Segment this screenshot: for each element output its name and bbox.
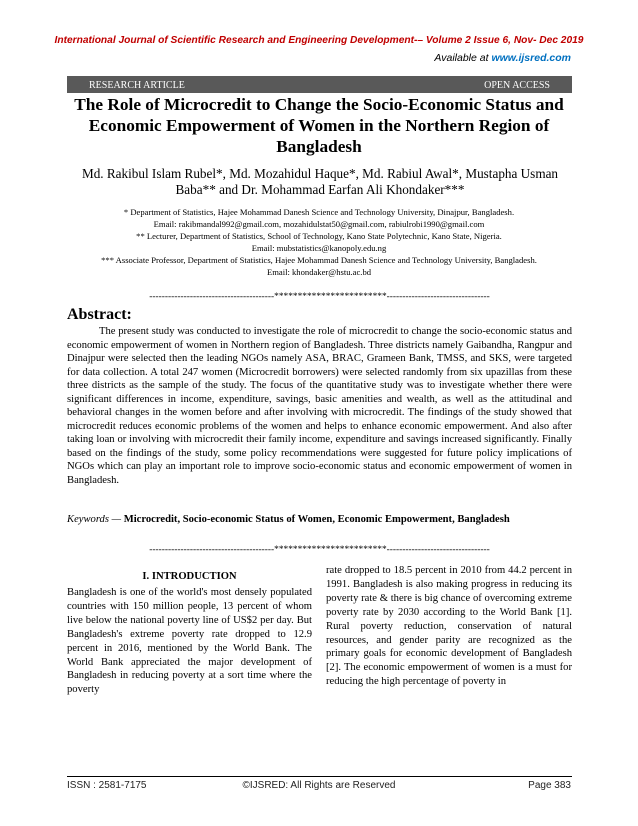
- footer-copyright: ©IJSRED: All Rights are Reserved: [242, 780, 396, 791]
- affiliation-line: *** Associate Professor, Department of Statistics, Hajee Mohammad Danesh Science and Technology University, Bangladesh.: [101, 255, 537, 265]
- affiliation-email: Email: khondaker@hstu.ac.bd: [266, 267, 372, 277]
- affiliation-line: * Department of Statistics, Hajee Mohammad Danesh Science and Technology University, Dinajpur, Bangladesh.: [123, 207, 515, 217]
- abstract-body: The present study was conducted to investigate the role of microcredit to change the socio-economic status and economic empowerment of women in Northern region of Bangladesh. Three districts namely Gaibandha, Rangpur and Dinajpur were selected then the leading NGOs namely ASA, BRAC, Grameen Bank, TMSS, and SKS, were targeted for data collection. A total 247 women (Microcredit borrowers) were selected randomly from six upazillas from these three districts as the sample of the study. The focus of the quantitative study was to investigate whether there were significant differences in income, expenditure, savings, basic amenities and wealth, as well as the attitudinal and behavioral changes in the women before and after involving with microcredit. The findings of the study showed that microcredit reduces economic problems of the women and helps to enhance economic empowerment. And also after taking loan or involving with microcredit their family income, expenditure and savings increased significantly. Finally based on the findings of the study, some policy recommendations were suggested for future policy implications of NGOs which can play an important role to improve socio-economic status and economic empowerment of women in Bangladesh.: [67, 326, 572, 487]
- footer-issn: ISSN : 2581-7175: [67, 780, 147, 791]
- journal-url-link[interactable]: www.ijsred.com: [491, 52, 571, 64]
- available-prefix: Available at: [434, 52, 492, 64]
- paper-title: The Role of Microcredit to Change the Socio-Economic Status and Economic Empowerment of Women in the Northern Region of Bangladesh: [74, 95, 564, 156]
- journal-header: International Journal of Scientific Research and Engineering Development-– Volume 2 Issue 6, Nov- Dec 2019: [54, 35, 584, 46]
- open-access-label: OPEN ACCESS: [484, 80, 550, 91]
- keywords-line: [67, 514, 572, 525]
- affiliation-line: ** Lecturer, Department of Statistics, School of Technology, Kano State Polytechnic, Kano State, Nigeria.: [136, 231, 502, 241]
- article-type-bar: [67, 76, 572, 93]
- abstract-heading: Abstract:: [67, 306, 132, 323]
- footer-page-number: Page 383: [528, 780, 571, 791]
- intro-left-column: Bangladesh is one of the world's most densely populated countries with 150 million people, 13 percent of whom live below the national poverty line of US$2 per day. But Bangladesh's extreme poverty rate dropped to 12.9 percent in 2016, mentioned by the World Bank. The World Bank appreciated the major development of Bangladesh in reducing poverty at a sort time where the poverty: [67, 587, 312, 696]
- affiliation-email: Email: rakibmandal992@gmail.com, mozahidulstat50@gmail.com, rabiulrobi1990@gmail.com: [153, 219, 485, 229]
- footer-divider: [67, 776, 572, 777]
- affiliations: [40, 206, 598, 278]
- keywords-text: Microcredit, Socio-economic Status of Women, Economic Empowerment, Bangladesh: [123, 514, 510, 525]
- separator-top: ----------------------------------------************************---------------------------------: [149, 292, 490, 302]
- section-heading-introduction: I. INTRODUCTION: [142, 571, 237, 582]
- author-list: Md. Rakibul Islam Rubel*, Md. Mozahidul Haque*, Md. Rabiul Awal*, Mustapha Usman Baba** and Dr. Mohammad Earfan Ali Khondaker***: [81, 166, 559, 197]
- separator-bottom: ----------------------------------------************************---------------------------------: [149, 545, 490, 555]
- article-type-label: RESEARCH ARTICLE: [89, 80, 185, 91]
- keywords-label: Keywords —: [67, 514, 122, 525]
- affiliation-email: Email: mubstatistics@kanopoly.edu.ng: [251, 243, 387, 253]
- intro-right-column: rate dropped to 18.5 percent in 2010 from 44.2 percent in 1991. Bangladesh is also making progress in reducing its poverty rate & there is big chance of overcoming extreme poverty rate by 2030 according to the World Bank [1]. Rural poverty reduction, conservation of natural resources, and gender parity are recognized as the primary goals for economic development of Bangladesh [2]. The economic empowerment of women is a must for reducing the high percentage of poverty in: [326, 565, 572, 688]
- availability-line: [434, 52, 571, 64]
